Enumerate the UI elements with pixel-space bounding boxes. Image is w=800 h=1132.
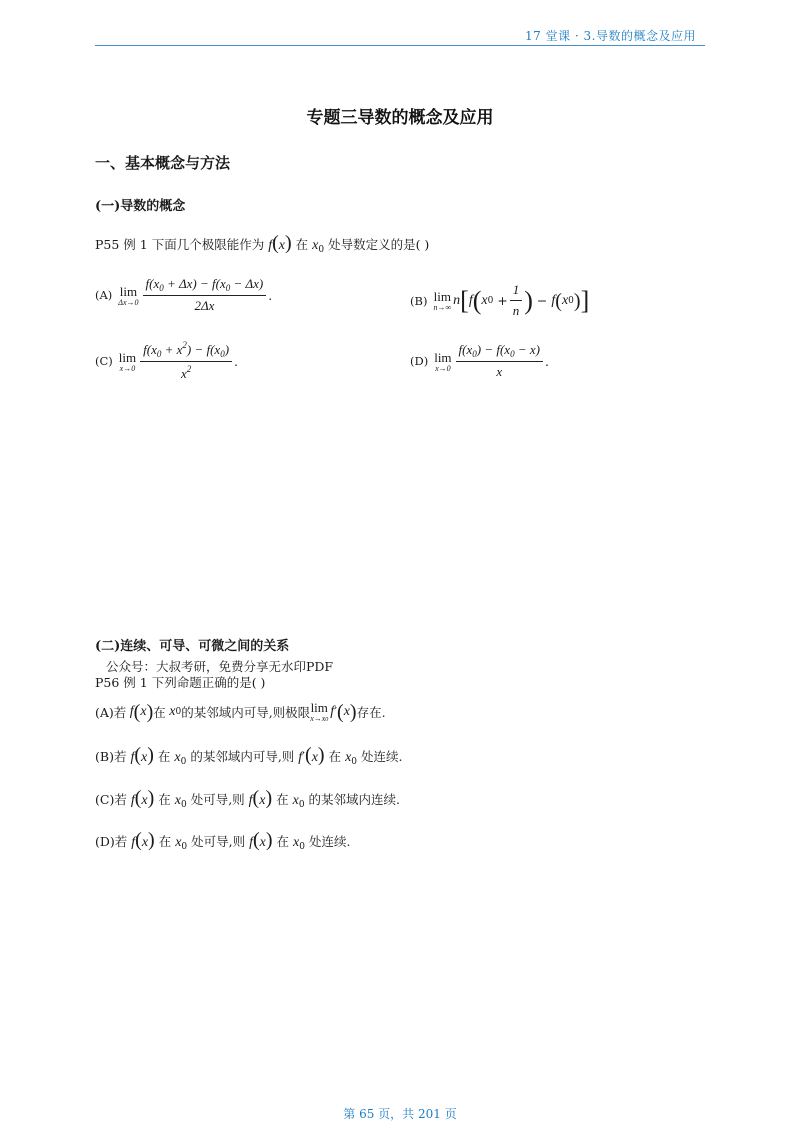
text-fragment: 处连续. — [308, 834, 351, 849]
watermark-notice: 公众号：大叔考研，免费分享无水印PDF — [106, 659, 334, 674]
subsection-heading-2: (二)连续、可导、可微之间的关系 — [95, 639, 290, 654]
subsection-heading-1: (一)导数的概念 — [95, 199, 186, 214]
statement-b: (B)若 f(x) 在 $x_0$ 的某邻域内可导,则 f′(x) 在 $x_0$ 处连续. — [95, 744, 403, 767]
limit-symbol: lim n→∞ — [433, 289, 452, 312]
text-fragment: 在 — [276, 834, 290, 849]
limit-symbol: lim Δx→0 — [118, 283, 139, 307]
text-fragment: 在 — [276, 792, 289, 807]
question-1-suffix: 处导数定义的是( ) — [328, 237, 430, 252]
fraction: $\frac{1}{n}$ — [510, 282, 523, 319]
text-fragment: 的某邻域内可导,则极限 — [181, 704, 311, 720]
text-fragment: 在 — [158, 792, 171, 807]
limit-symbol: lim x→0 — [118, 349, 137, 373]
statement-a-label: (A)若 — [95, 704, 127, 720]
statement-c-label: (C)若 — [95, 792, 127, 807]
text-fragment: 在 — [158, 834, 172, 849]
question-1: P55 例 1 下面几个极限能作为 f(x) 在 $x_0$ 处导数定义的是( ) — [95, 232, 430, 255]
question-1-prefix: P55 例 1 下面几个极限能作为 — [95, 237, 265, 252]
running-header: 17 堂课 · 3.导数的概念及应用 — [525, 29, 696, 43]
statement-b-label: (B)若 — [95, 749, 127, 764]
option-d: (D) lim x→0 $\frac{f(x_0) - f(x_0 - x)}{x}$ . — [410, 342, 549, 379]
page-title: 专题三导数的概念及应用 — [306, 108, 494, 128]
text-fragment: 在 — [157, 749, 171, 764]
section-heading: 一、基本概念与方法 — [95, 154, 231, 172]
page-footer: 第 65 页，共 201 页 — [343, 1107, 457, 1121]
text-fragment: 在 — [328, 749, 342, 764]
text-fragment: 在 — [153, 704, 166, 720]
text-fragment: 的某邻域内连续. — [308, 792, 401, 807]
question-1-mid: 在 — [295, 237, 309, 252]
text-fragment: 的某邻域内可导,则 — [190, 749, 295, 764]
header-rule — [95, 45, 705, 46]
option-a-label: (A) — [95, 288, 113, 302]
option-c: (C) lim x→0 $\frac{f(x_0 + x^2) - f(x_0)}{x^2}$ . — [95, 340, 239, 381]
statement-c: (C)若 f(x) 在 $x_0$ 处可导,则 f(x) 在 $x_0$ 的某邻域内连续. — [95, 787, 401, 810]
option-a: (A) lim Δx→0 $\frac{f(x_0 + \Delta x) - f(x_0 - \Delta x)}{2\Delta x}$ . — [95, 276, 273, 313]
statement-d-label: (D)若 — [95, 834, 128, 849]
limit-symbol: lim x→x0 — [310, 700, 329, 723]
question-2: P56 例 1 下列命题正确的是( ) — [95, 675, 266, 690]
fraction: $\frac{f(x_0 + x^2) - f(x_0)}{x^2}$ — [140, 340, 232, 382]
fraction: $\frac{f(x_0 + \Delta x) - f(x_0 - \Delta x)}{2\Delta x}$ — [143, 276, 267, 314]
option-c-label: (C) — [95, 354, 113, 368]
option-d-label: (D) — [410, 354, 429, 368]
statement-a: (A)若 f ( x ) 在 x 0 的某邻域内可导,则极限 lim x→x0 f ′ ( x ) 存在. — [95, 700, 386, 723]
fraction: $\frac{f(x_0) - f(x_0 - x)}{x}$ — [456, 342, 543, 380]
text-fragment: 处可导,则 — [191, 834, 246, 849]
text-fragment: 处可导,则 — [190, 792, 245, 807]
statement-d: (D)若 f(x) 在 $x_0$ 处可导,则 f(x) 在 $x_0$ 处连续. — [95, 829, 351, 852]
option-b-label: (B) — [410, 293, 428, 308]
limit-symbol: lim x→0 — [434, 349, 452, 373]
text-fragment: 处连续. — [361, 749, 403, 764]
option-b: (B) lim n→∞ n [ f ( x 0 + $\frac{1}{n}$ ) − f ( x 0 ) ] — [410, 282, 590, 318]
text-fragment: 存在. — [356, 704, 386, 720]
